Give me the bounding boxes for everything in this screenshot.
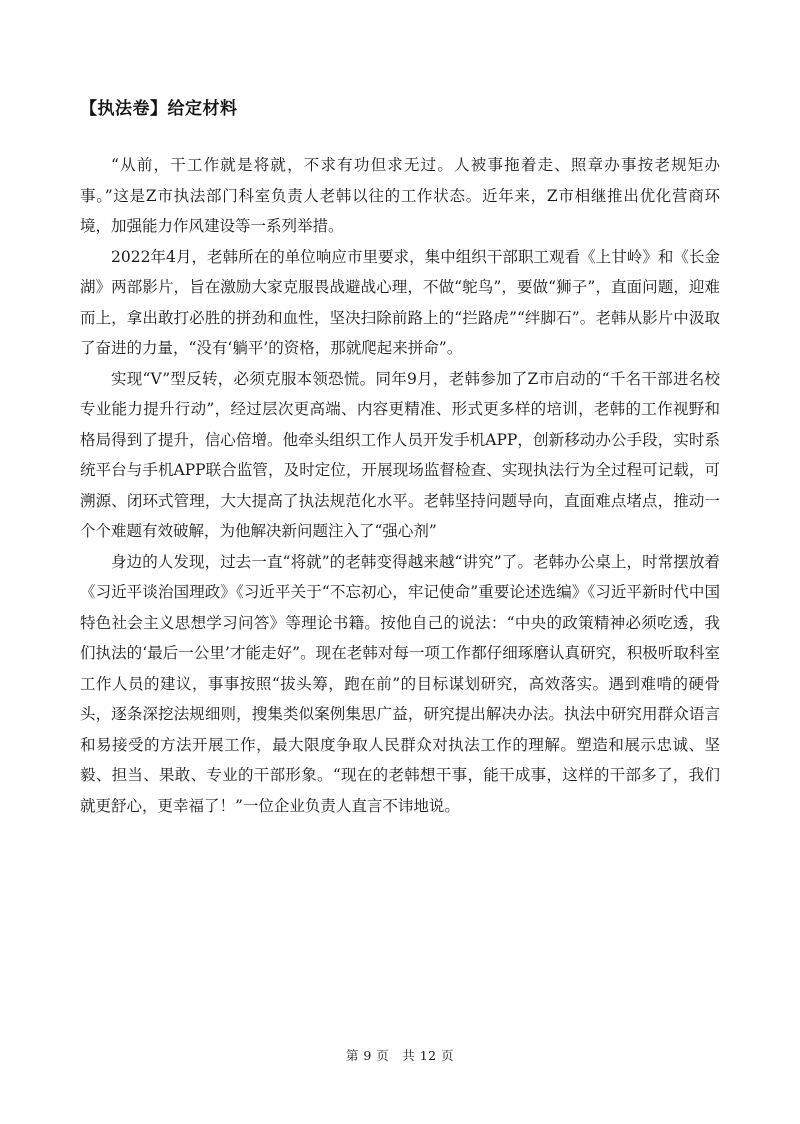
material-body — [80, 150, 720, 821]
paragraph: “从前，干工作就是将就，不求有功但求无过。人被事拖着走、照章办事按老规矩办事。”这是Z市执法部门科室负责人老韩以往的工作状态。近年来，Z市相继推出优化营商环境，加强能力作风建设等一系列举措。 — [80, 156, 720, 235]
page-number: 第 9 页 共 12 页 — [345, 1048, 455, 1063]
page-footer — [0, 1046, 800, 1064]
paragraph: 实现“V”型反转，必须克服本领恐慌。同年9月，老韩参加了Z市启动的“千名干部进名校专业能力提升行动”，经过层次更高端、内容更精准、形式更多样的培训，老韩的工作视野和格局得到了提升，信心倍增。他牵头组织工作人员开发手机APP，创新移动办公手段，实时系统平台与手机APP联合监管，及时定位，开展现场监督检查、实现执法行为全过程可记载，可溯源、闭环式管理，大大提高了执法规范化水平。老韩坚持问题导向，直面难点堵点，推动一个个难题有效破解，为他解决新问题注入了“强心剂” — [80, 369, 720, 540]
paragraph: 身边的人发现，过去一直“将就”的老韩变得越来越“讲究”了。老韩办公桌上，时常摆放着《习近平谈治国理政》《习近平关于“不忘初心，牢记使命”重要论述选编》《习近平新时代中国特色社会主义思想学习问答》等理论书籍。按他自己的说法：“中央的政策精神必须吃透，我们执法的‘最后一公里’才能走好”。现在老韩对每一项工作都仔细琢磨认真研究，积极听取科室工作人员的建议，事事按照“拔头筹，跑在前”的目标谋划研究，高效落实。遇到难啃的硬骨头，逐条深挖法规细则，搜集类似案例集思广益，研究提出解决办法。执法中研究用群众语言和易接受的方法开展工作，最大限度争取人民群众对执法工作的理解。塑造和展示忠诚、坚毅、担当、果敢、专业的干部形象。“现在的老韩想干事，能干成事，这样的干部多了，我们就更舒心，更幸福了！”一位企业负责人直言不讳地说。 — [80, 552, 720, 815]
section-heading: 【执法卷】给定材料 — [80, 99, 238, 119]
paragraph: 2022年4月，老韩所在的单位响应市里要求，集中组织干部职工观看《上甘岭》和《长金湖》两部影片，旨在激励大家克服畏战避战心理，不做“鸵鸟”，要做“狮子”，直面问题，迎难而上，拿出敢打必胜的拼劲和血性，坚决扫除前路上的“拦路虎”“绊脚石”。老韩从影片中汲取了奋进的力量，“没有‘躺平’的资格，那就爬起来拼命”。 — [80, 247, 720, 357]
